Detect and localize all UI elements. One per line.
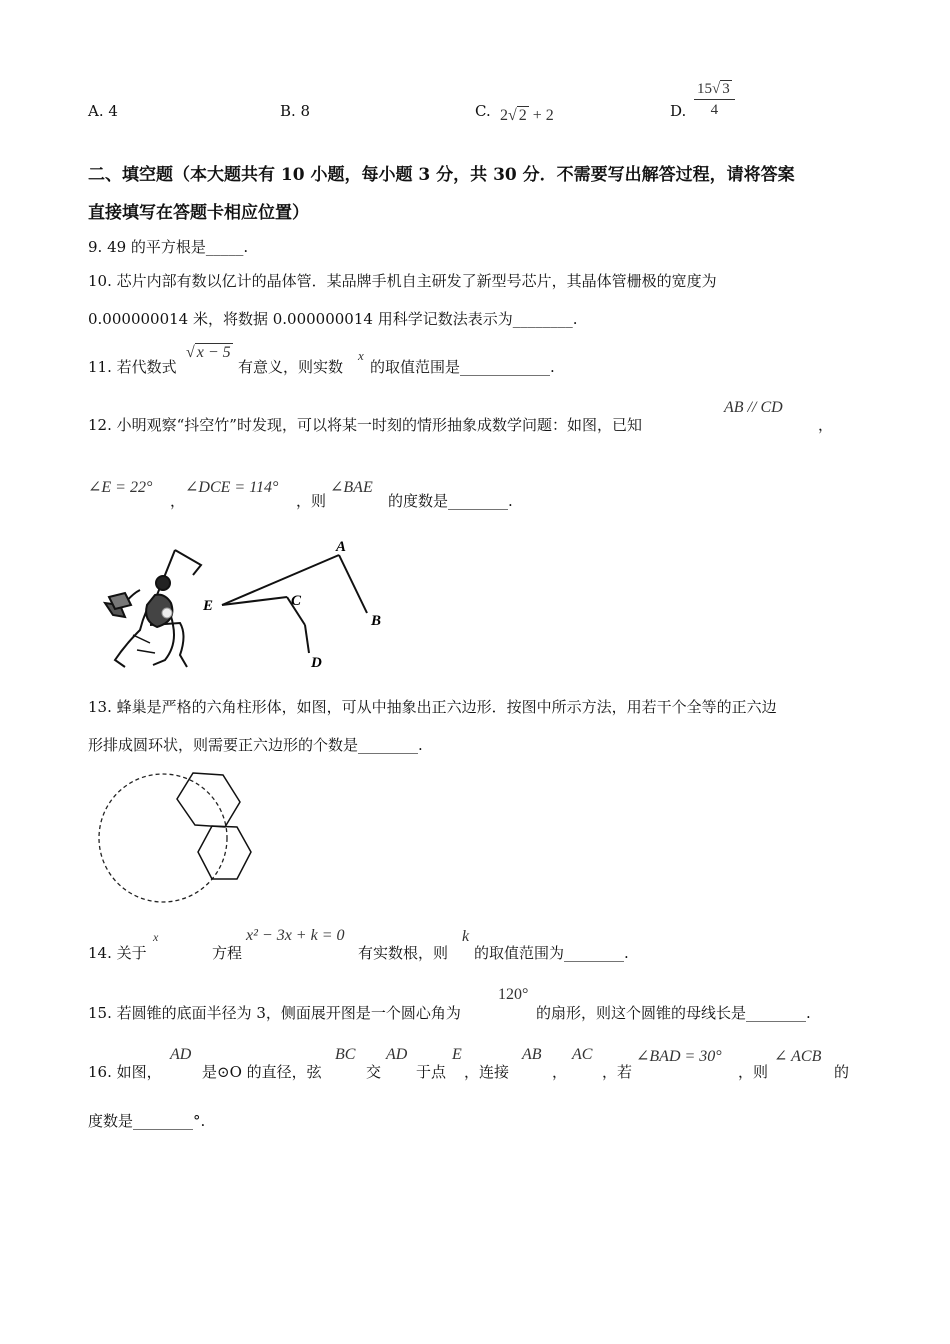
question-16-e: E — [452, 1046, 462, 1063]
question-11-radical: √ x − 5 — [186, 344, 231, 361]
option-b: B. 8 — [280, 102, 311, 120]
label-d: D — [311, 655, 322, 671]
option-c-coef: 2 — [500, 107, 508, 124]
question-16-acb: ∠ ACB — [774, 1048, 822, 1065]
question-16-t6: ，若 — [602, 1063, 633, 1081]
question-12-sep1: ， — [170, 492, 186, 510]
question-16-t7: ，则 — [738, 1063, 769, 1081]
option-a: A. 4 — [88, 102, 118, 120]
label-e: E — [203, 598, 214, 614]
question-16-bc: BC — [335, 1046, 356, 1063]
question-10-line2: 0.000000014 米，将数据 0.000000014 用科学记数法表示为________. — [88, 310, 578, 328]
question-14-var2: k — [462, 928, 470, 945]
hexagon-top — [177, 773, 240, 827]
question-12-post: 的度数是________. — [388, 492, 513, 510]
option-c-tail: + 2 — [532, 107, 554, 124]
section-heading-line1: 二、填空题（本大题共有 10 小题，每小题 3 分，共 30 分．不需要写出解答过程，请将答案 — [88, 165, 795, 185]
question-13-line2: 形排成圆环状，则需要正六边形的个数是________. — [88, 736, 423, 754]
question-16-t3: 于点 — [416, 1063, 447, 1081]
option-c-radicand: 2 — [518, 107, 527, 124]
option-d-label: D. — [670, 102, 687, 120]
question-16-pre: 16. 如图， — [88, 1063, 162, 1081]
option-c-label: C. — [475, 102, 491, 120]
question-12-comma: ， — [818, 416, 834, 434]
option-d-denominator: 4 — [710, 102, 719, 118]
label-c: C — [291, 593, 302, 609]
question-12-angle-dce: ∠DCE = 114° — [185, 479, 279, 496]
question-16-ad: AD — [170, 1046, 192, 1063]
question-12-figure — [95, 535, 415, 680]
question-11-post: 的取值范围是____________. — [370, 358, 555, 376]
question-16-t4: ，连接 — [464, 1063, 510, 1081]
segment-ab — [339, 555, 367, 613]
question-14-pre: 14. 关于 — [88, 944, 147, 962]
question-15-post: 的扇形，则这个圆锥的母线长是________. — [536, 1004, 811, 1022]
question-16-t8: 的 — [834, 1063, 850, 1081]
option-d-fraction — [694, 80, 735, 119]
question-14-var: x — [153, 930, 159, 944]
question-16-ab: AB — [522, 1046, 542, 1063]
question-15-angle: 120° — [498, 986, 529, 1003]
question-11-pre: 11. 若代数式 — [88, 358, 177, 376]
question-14-mid2: 有实数根，则 — [358, 944, 449, 962]
section-heading-line2: 直接填写在答题卡相应位置） — [88, 203, 309, 223]
dashed-circle — [99, 774, 227, 902]
label-b: B — [371, 613, 382, 629]
hexagon-bottom — [198, 826, 251, 879]
option-c-expression: 2√ 2 + 2 — [500, 107, 554, 124]
question-12-pre: 12. 小明观察“抖空竹”时发现，可以将某一时刻的情形抽象成数学问题：如图，已知 — [88, 416, 642, 434]
question-14-mid: 方程 — [212, 944, 243, 962]
question-12-angle-e: ∠E = 22° — [88, 479, 153, 496]
diabolo-player-illustration — [105, 550, 201, 667]
question-16-angle: ∠BAD = 30° — [636, 1048, 722, 1065]
question-16-t2: 交 — [366, 1063, 382, 1081]
option-d-numerator: 15√ 3 — [694, 80, 735, 100]
label-a: A — [336, 539, 347, 555]
question-9: 9. 49 的平方根是_____. — [88, 238, 249, 256]
question-13-line1: 13. 蜂巢是严格的六角柱形体，如图，可从中抽象出正六边形．按图中所示方法，用若干个全等的正六边 — [88, 698, 777, 716]
question-14-equation: x² − 3x + k = 0 — [246, 927, 345, 944]
question-10-line1: 10. 芯片内部有数以亿计的晶体管．某品牌手机自主研发了新型号芯片，其晶体管栅极的宽度为 — [88, 272, 717, 290]
question-12-sep2: ，则 — [296, 492, 327, 510]
question-12-parallel: AB // CD — [724, 399, 783, 416]
question-16-line2: 度数是________°. — [88, 1112, 206, 1130]
question-14-post: 的取值范围为________. — [474, 944, 629, 962]
question-16-ac: AC — [572, 1046, 593, 1063]
question-16-t5: ， — [552, 1063, 568, 1081]
question-11-var: x — [358, 348, 364, 363]
question-11-mid: 有意义，则实数 — [238, 358, 344, 376]
question-12-angle-bae: ∠BAE — [330, 479, 373, 496]
question-16-ad2: AD — [386, 1046, 408, 1063]
question-15-pre: 15. 若圆锥的底面半径为 3，侧面展开图是一个圆心角为 — [88, 1004, 461, 1022]
segment-cd-lower — [305, 625, 309, 653]
question-13-figure — [95, 765, 265, 910]
question-16-t1: 是⊙O 的直径，弦 — [202, 1063, 322, 1081]
